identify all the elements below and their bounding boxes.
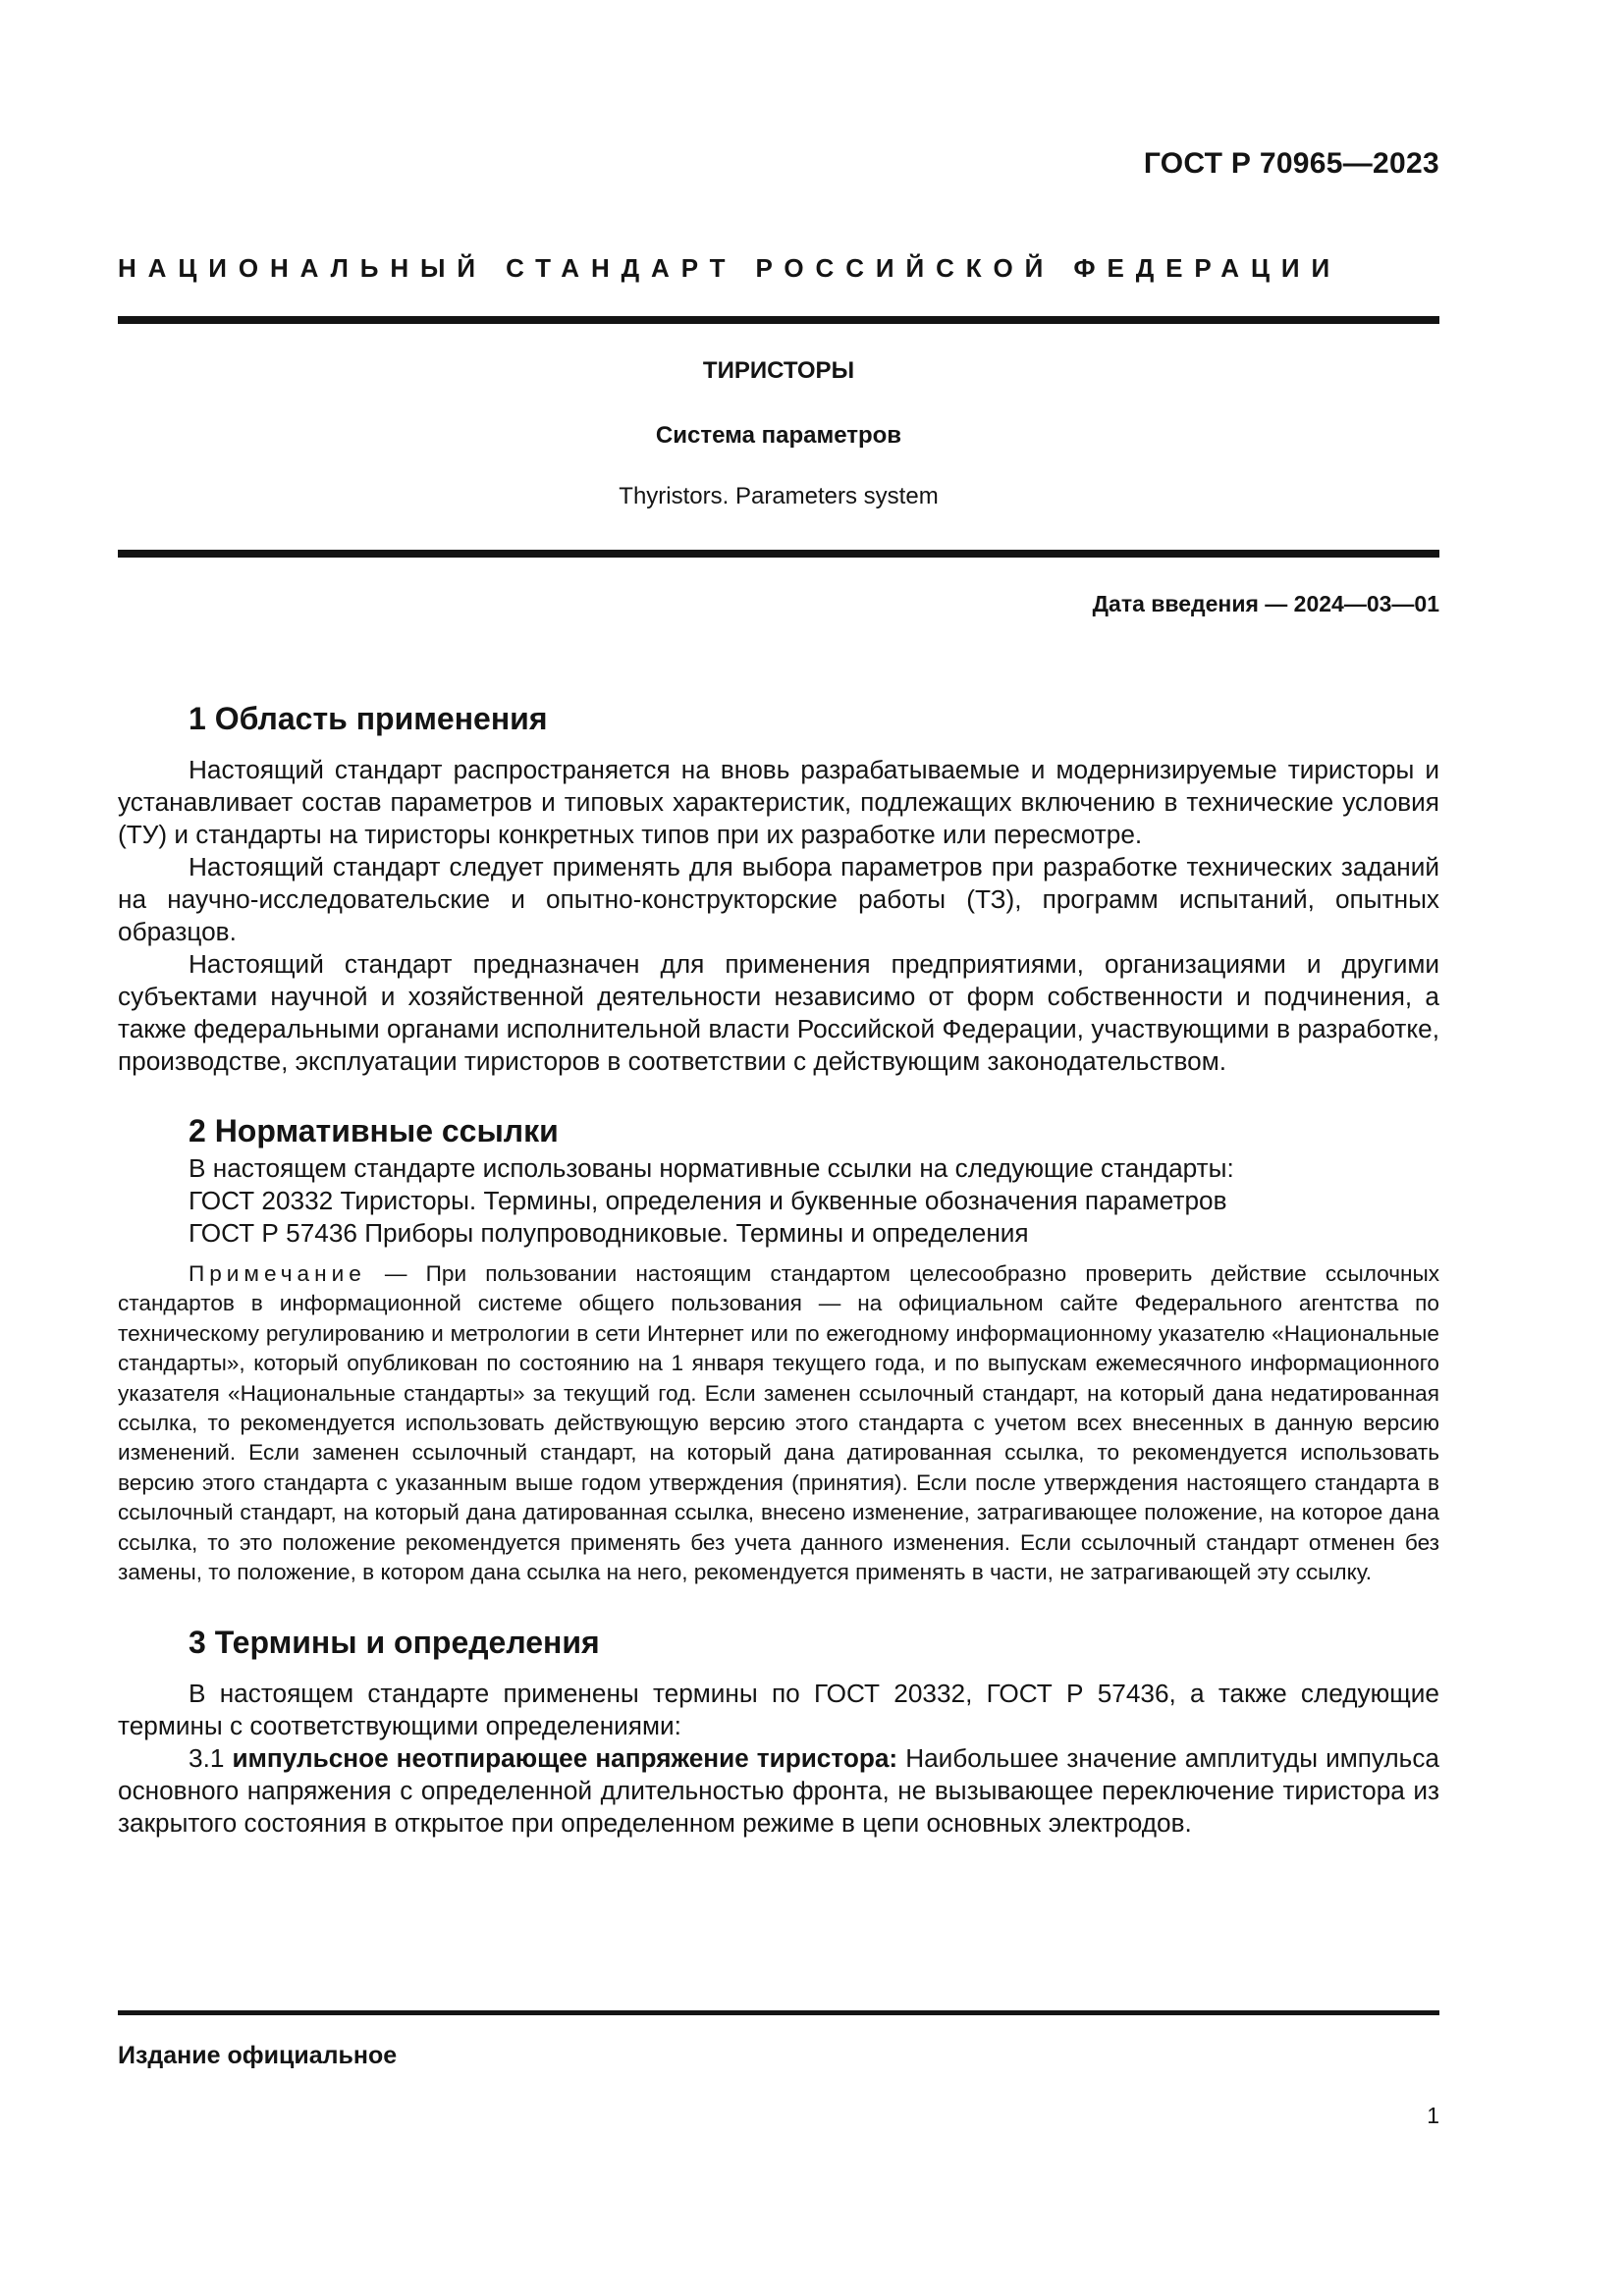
note-label: Примечание — [189, 1261, 366, 1286]
section-1-heading: 1 Область применения — [189, 701, 548, 736]
page-number: 1 — [1427, 2103, 1439, 2128]
section-2-heading: 2 Нормативные ссылки — [189, 1113, 559, 1148]
section-2-intro: В настоящем стандарте использованы нормативные ссылки на следующие стандарты: — [189, 1153, 1234, 1183]
section-2-note — [118, 1259, 1439, 1587]
note-text: — При пользовании настоящим стандартом целесообразно проверить действие ссылочных стандартов в информационной системе общего пользования — на официальном сайте Федерального агентства по техническому регулированию и метрологии в сети Интернет или по ежегодному информационному указателю «Национальные стандарты», который опубликован по состоянию на 1 января текущего года, и по выпускам ежемесячного информационного указателя «Национальные стандарты» за текущий год. Если заменен ссылочный стандарт, на который дана недатированная ссылка, то рекомендуется использовать действующую версию этого стандарта с учетом всех внесенных в данную версию изменений. Если заменен ссылочный стандарт, на который дана датированная ссылка, то рекомендуется использовать версию этого стандарта с указанным выше годом утверждения (принятия). Если после утверждения настоящего стандарта в ссылочный стандарт, на который дана датированная ссылка, внесено изменение, затрагивающее положение, на которое дана ссылка, то это положение рекомендуется применять без учета данного изменения. Если ссылочный стандарт отменен без замены, то положение, в котором дана ссылка на него, рекомендуется применять в части, не затрагивающей эту ссылку. — [118, 1261, 1439, 1585]
section-1-paragraph: Настоящий стандарт распространяется на вновь разрабатываемые и модернизируемые тиристоры и устанавливает состав параметров и типовых характеристик, подлежащих включению в технические условия (ТУ) и стандарты на тиристоры конкретных типов при их разработке или пересмотре. — [118, 755, 1439, 849]
title-rule — [118, 550, 1439, 558]
document-body — [118, 697, 1439, 1840]
national-standard-banner: НАЦИОНАЛЬНЫЙ СТАНДАРТ РОССИЙСКОЙ ФЕДЕРАЦИИ — [118, 253, 1342, 283]
term-name: импульсное неотпирающее напряжение тиристора: — [232, 1743, 898, 1774]
english-title: Thyristors. Parameters system — [619, 483, 939, 509]
official-edition-label: Издание официальное — [118, 2042, 398, 2069]
section-3-intro: В настоящем стандарте применены термины по ГОСТ 20332, ГОСТ Р 57436, а также следующие термины с соответствующими определениями: — [118, 1679, 1439, 1741]
section-3-heading: 3 Термины и определения — [189, 1625, 600, 1661]
term-definition-3-1 — [118, 1742, 1439, 1840]
term-definition-text: Наибольшее значение амплитуды импульса основного напряжения с определенной длительностью фронта, не вызывающее переключение тиристора из закрытого состояния в открытое при определенном режиме в цепи основных электродов. — [118, 1743, 1439, 1839]
document-page — [118, 0, 1439, 2296]
document-title: ТИРИСТОРЫ — [702, 357, 855, 384]
footer-rule — [118, 2010, 1439, 2015]
effective-date: Дата введения — 2024—03—01 — [1092, 591, 1439, 616]
normative-reference: ГОСТ Р 57436 Приборы полупроводниковые. Термины и определения — [189, 1218, 1029, 1248]
document-subtitle: Система параметров — [655, 422, 902, 449]
document-number: ГОСТ Р 70965—2023 — [1143, 147, 1439, 180]
header-rule — [118, 316, 1439, 324]
term-number: 3.1 — [189, 1743, 233, 1774]
normative-reference: ГОСТ 20332 Тиристоры. Термины, определения и буквенные обозначения параметров — [189, 1186, 1227, 1215]
section-1-paragraph: Настоящий стандарт следует применять для выбора параметров при разработке технических заданий на научно-исследовательские и опытно-конструкторские работы (ТЗ), программ испытаний, опытных образцов. — [118, 852, 1439, 946]
section-1-paragraph: Настоящий стандарт предназначен для применения предприятиями, организациями и другими субъектами научной и хозяйственной деятельности независимо от форм собственности и подчинения, а также федеральными органами исполнительной власти Российской Федерации, участвующими в разработке, производстве, эксплуатации тиристоров в соответствии с действующим законодательством. — [118, 949, 1439, 1076]
